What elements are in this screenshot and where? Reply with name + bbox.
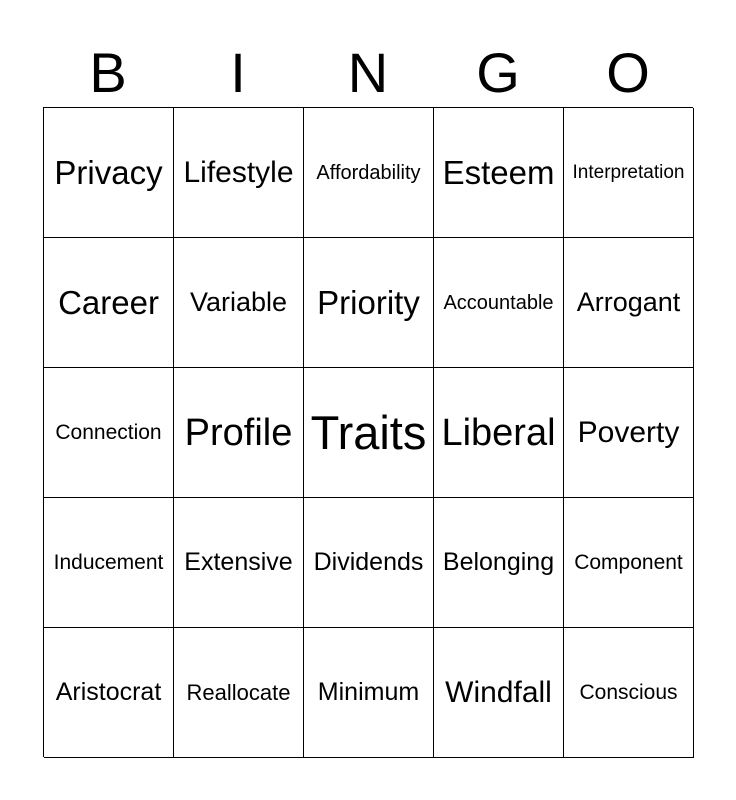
bingo-cell[interactable]: Arrogant <box>564 238 694 368</box>
bingo-cell[interactable]: Priority <box>304 238 434 368</box>
bingo-cell[interactable]: Belonging <box>434 498 564 628</box>
bingo-cell[interactable]: Lifestyle <box>174 108 304 238</box>
bingo-cell[interactable]: Conscious <box>564 628 694 758</box>
bingo-cell[interactable]: Profile <box>174 368 304 498</box>
bingo-cell[interactable]: Dividends <box>304 498 434 628</box>
bingo-cell[interactable]: Extensive <box>174 498 304 628</box>
header-letter-i: I <box>230 41 246 104</box>
bingo-cell[interactable]: Accountable <box>434 238 564 368</box>
bingo-cell[interactable]: Variable <box>174 238 304 368</box>
bingo-cell[interactable]: Career <box>44 238 174 368</box>
bingo-cell[interactable]: Minimum <box>304 628 434 758</box>
bingo-cell[interactable]: Poverty <box>564 368 694 498</box>
bingo-cell[interactable]: Windfall <box>434 628 564 758</box>
bingo-cell[interactable]: Connection <box>44 368 174 498</box>
bingo-header <box>43 40 693 106</box>
header-letter-b: B <box>89 41 127 104</box>
bingo-board <box>43 107 693 757</box>
header-letter-o: O <box>606 41 650 104</box>
bingo-cell[interactable]: Interpretation <box>564 108 694 238</box>
bingo-cell[interactable]: Inducement <box>44 498 174 628</box>
header-letter-n: N <box>347 41 389 104</box>
bingo-cell[interactable]: Affordability <box>304 108 434 238</box>
bingo-cell[interactable]: Esteem <box>434 108 564 238</box>
bingo-cell[interactable]: Privacy <box>44 108 174 238</box>
bingo-cell[interactable]: Aristocrat <box>44 628 174 758</box>
bingo-cell[interactable]: Component <box>564 498 694 628</box>
bingo-cell[interactable]: Reallocate <box>174 628 304 758</box>
header-letter-g: G <box>476 41 520 104</box>
bingo-cell[interactable]: Traits <box>304 368 434 498</box>
bingo-cell[interactable]: Liberal <box>434 368 564 498</box>
